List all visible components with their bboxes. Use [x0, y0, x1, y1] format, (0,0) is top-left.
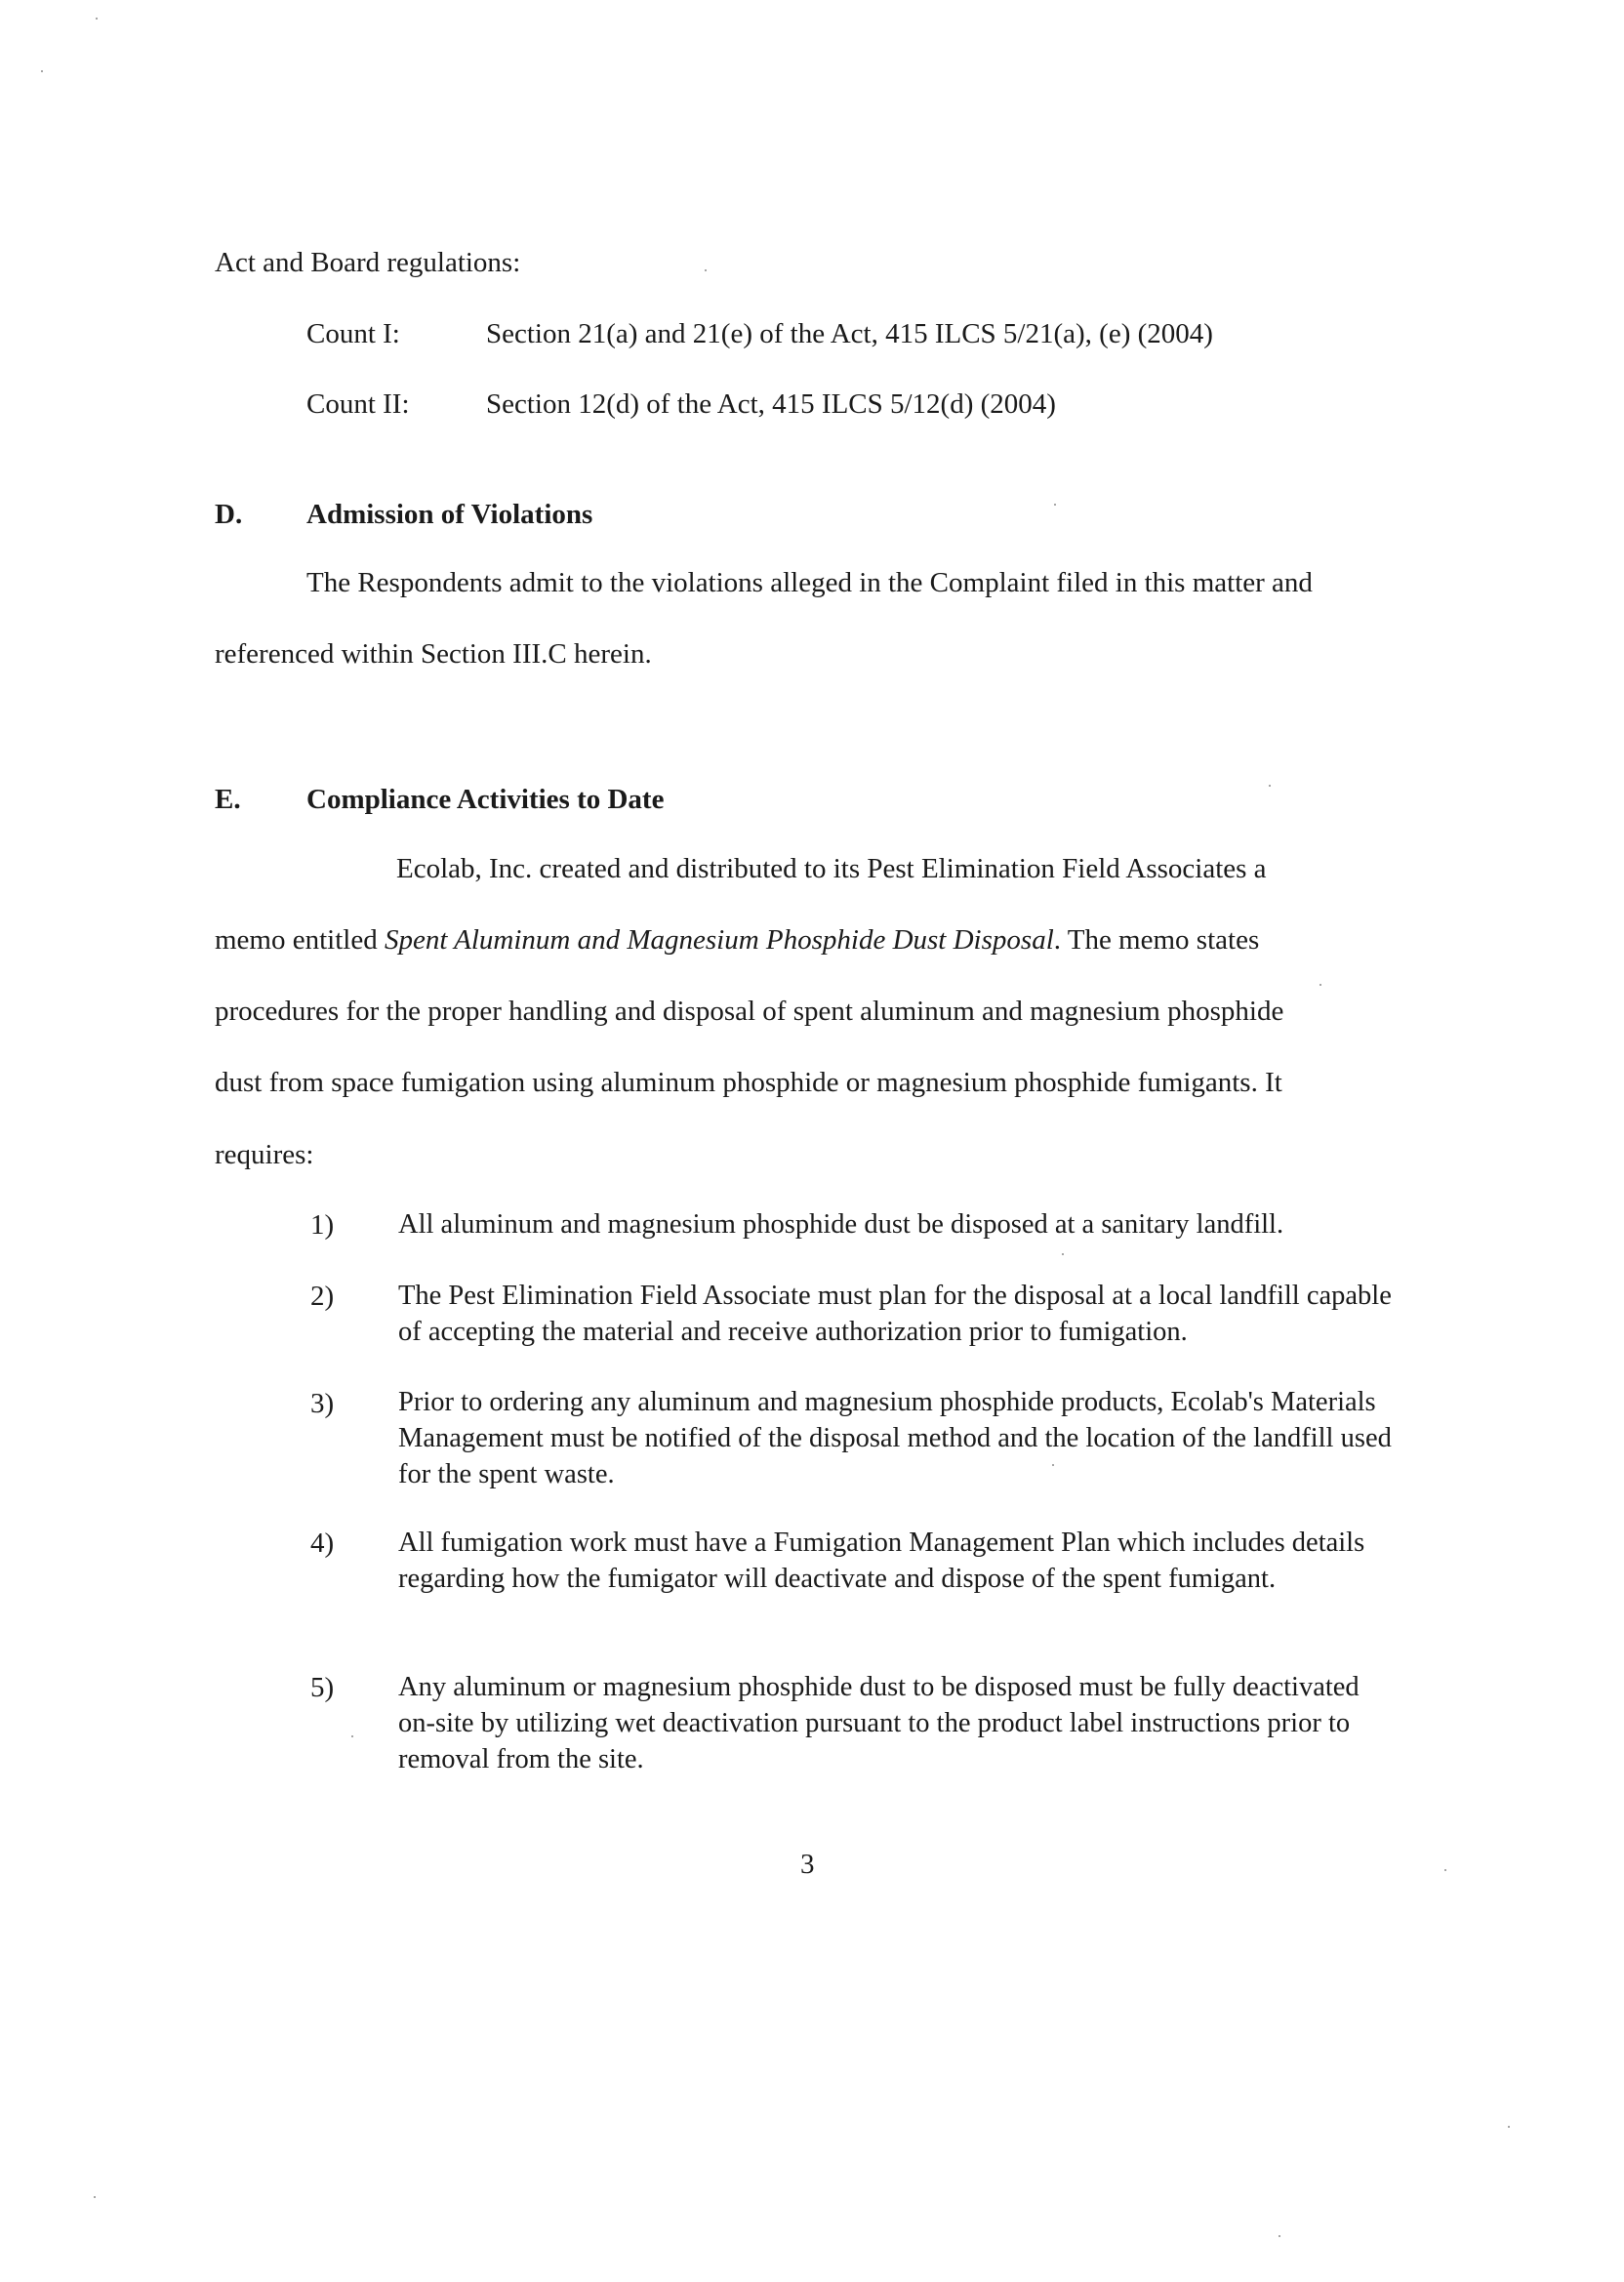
count-1-text: Section 21(a) and 21(e) of the Act, 415 ILCS 5/21(a), (e) (2004) [486, 318, 1213, 349]
scan-speck [705, 269, 707, 271]
section-d-paragraph-line-1: The Respondents admit to the violations alleged in the Complaint filed in this matter and [306, 567, 1313, 598]
section-e-line-3: procedures for the proper handling and disposal of spent aluminum and magnesium phosphide [215, 996, 1284, 1027]
scan-speck [96, 18, 98, 20]
requirement-3-number: 3) [310, 1388, 335, 1419]
count-2-label: Count II: [306, 388, 410, 420]
requirement-5-number: 5) [310, 1672, 335, 1703]
intro-line: Act and Board regulations: [215, 247, 521, 278]
scan-speck [1508, 2126, 1510, 2128]
count-1-label: Count I: [306, 318, 400, 349]
section-d-title: Admission of Violations [306, 499, 593, 530]
scan-speck [41, 70, 43, 72]
memo-title: Spent Aluminum and Magnesium Phosphide Dust Disposal [384, 924, 1054, 956]
scan-speck [351, 1735, 353, 1737]
scan-speck [94, 2196, 96, 2198]
requirement-1-text: All aluminum and magnesium phosphide dust be disposed at a sanitary landfill. [398, 1209, 1284, 1240]
requirement-1-number: 1) [310, 1209, 335, 1241]
scan-speck [1054, 504, 1056, 506]
scan-speck [1052, 1464, 1054, 1466]
section-e-line-4: dust from space fumigation using aluminum phosphide or magnesium phosphide fumigants. It [215, 1067, 1282, 1098]
section-e-line-2 [215, 923, 1259, 957]
memo-states-text: . The memo states [1053, 924, 1260, 956]
scan-speck [1269, 785, 1271, 787]
requirement-4-number: 4) [310, 1528, 335, 1559]
scan-speck [1062, 1253, 1064, 1255]
requirement-2-text: The Pest Elimination Field Associate must plan for the disposal at a local landfill capable of accepting the material and receive authorization prior to fumigation. [398, 1281, 1392, 1347]
memo-entitled-text: memo entitled [215, 924, 385, 956]
page-number: 3 [800, 1849, 815, 1880]
section-e-title: Compliance Activities to Date [306, 784, 665, 815]
section-d-paragraph-line-2: referenced within Section III.C herein. [215, 638, 652, 670]
scan-speck [1444, 1869, 1446, 1871]
requirement-5-text: Any aluminum or magnesium phosphide dust to be disposed must be fully deactivated on-site by utilizing wet deactivation pursuant to the product label instructions prior to removal from the site. [398, 1672, 1360, 1774]
requirement-3-text: Prior to ordering any aluminum and magnesium phosphide products, Ecolab's Materials Management must be notified of the disposal method and the location of the landfill used for the spent waste. [398, 1387, 1392, 1489]
section-d-letter: D. [215, 499, 243, 530]
requirement-2-number: 2) [310, 1281, 335, 1312]
requirement-4-text: All fumigation work must have a Fumigation Management Plan which includes details regarding how the fumigator will deactivate and dispose of the spent fumigant. [398, 1528, 1365, 1594]
scan-speck [1279, 2235, 1280, 2237]
scan-speck [1320, 984, 1321, 986]
section-e-line-1: Ecolab, Inc. created and distributed to its Pest Elimination Field Associates a [396, 853, 1267, 884]
count-2-text: Section 12(d) of the Act, 415 ILCS 5/12(d) (2004) [486, 388, 1056, 420]
section-e-line-5: requires: [215, 1139, 314, 1170]
section-e-letter: E. [215, 784, 241, 815]
